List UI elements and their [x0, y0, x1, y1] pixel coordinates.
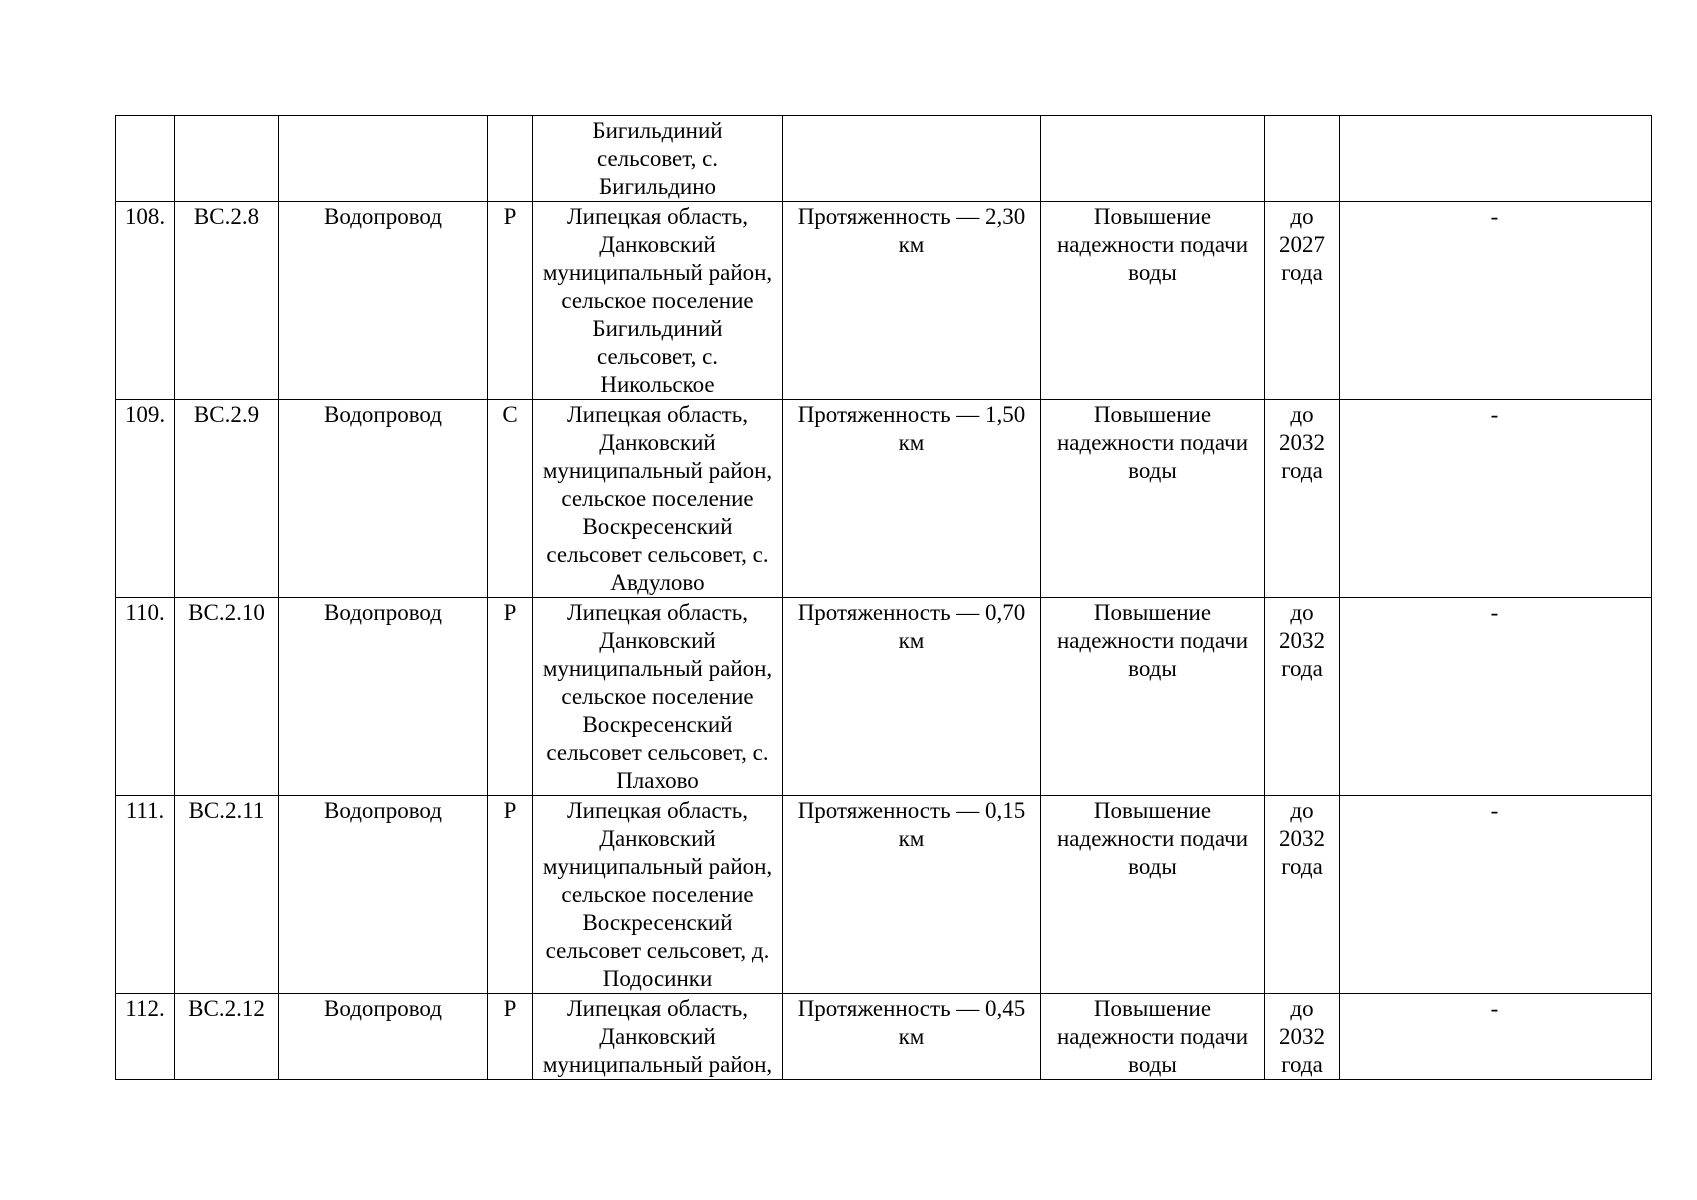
cell-parameters: Протяженность — 0,45 км — [783, 994, 1041, 1080]
cell-deadline: до 2027 года — [1265, 202, 1340, 400]
cell-name: Водопровод — [279, 994, 488, 1080]
cell-code: ВС.2.12 — [175, 994, 279, 1080]
cell-name: Водопровод — [279, 202, 488, 400]
table-row — [116, 202, 1652, 400]
table-row — [116, 400, 1652, 598]
cell-location: Липецкая область, Данковский муниципальный район, сельское поселение Воскресенский сельсовет сельсовет, с. Плахово — [533, 598, 783, 796]
cell-name: Водопровод — [279, 796, 488, 994]
cell-number: 110. — [116, 598, 175, 796]
cell-parameters: Протяженность — 0,70 км — [783, 598, 1041, 796]
cell-number: 111. — [116, 796, 175, 994]
cell-purpose: Повышение надежности подачи воды — [1041, 796, 1265, 994]
cell-type: Р — [488, 796, 533, 994]
cell-parameters: Протяженность — 2,30 км — [783, 202, 1041, 400]
cell-note: - — [1340, 598, 1652, 796]
cell-location: Липецкая область, Данковский муниципальный район, сельское поселение Воскресенский сельсовет сельсовет, д. Подосинки — [533, 796, 783, 994]
cell-location: Липецкая область, Данковский муниципальный район, сельское поселение Воскресенский сельсовет сельсовет, с. Авдулово — [533, 400, 783, 598]
cell-number: 109. — [116, 400, 175, 598]
cell-purpose: Повышение надежности подачи воды — [1041, 202, 1265, 400]
cell-deadline: до 2032 года — [1265, 796, 1340, 994]
cell-code: ВС.2.11 — [175, 796, 279, 994]
cell-type: Р — [488, 598, 533, 796]
cell-type: Р — [488, 994, 533, 1080]
cell-parameters — [783, 116, 1041, 202]
cell-purpose — [1041, 116, 1265, 202]
cell-code: ВС.2.9 — [175, 400, 279, 598]
cell-name: Водопровод — [279, 400, 488, 598]
cell-note: - — [1340, 796, 1652, 994]
cell-parameters: Протяженность — 0,15 км — [783, 796, 1041, 994]
cell-number: 112. — [116, 994, 175, 1080]
cell-deadline: до 2032 года — [1265, 994, 1340, 1080]
cell-note — [1340, 116, 1652, 202]
cell-name: Водопровод — [279, 598, 488, 796]
cell-note: - — [1340, 400, 1652, 598]
cell-type — [488, 116, 533, 202]
cell-parameters: Протяженность — 1,50 км — [783, 400, 1041, 598]
cell-deadline: до 2032 года — [1265, 598, 1340, 796]
cell-location: Липецкая область, Данковский муниципальный район, сельское поселение Бигильдиний сельсовет, с. Никольское — [533, 202, 783, 400]
cell-number: 108. — [116, 202, 175, 400]
objects-table — [115, 115, 1652, 1080]
cell-type: Р — [488, 202, 533, 400]
cell-deadline: до 2032 года — [1265, 400, 1340, 598]
cell-purpose: Повышение надежности подачи воды — [1041, 400, 1265, 598]
cell-note: - — [1340, 994, 1652, 1080]
cell-name — [279, 116, 488, 202]
table-row — [116, 994, 1652, 1080]
cell-deadline — [1265, 116, 1340, 202]
cell-number — [116, 116, 175, 202]
cell-code — [175, 116, 279, 202]
cell-location: Липецкая область, Данковский муниципальный район, — [533, 994, 783, 1080]
cell-location: Бигильдиний сельсовет, с. Бигильдино — [533, 116, 783, 202]
table-row-continuation — [116, 116, 1652, 202]
cell-note: - — [1340, 202, 1652, 400]
cell-type: С — [488, 400, 533, 598]
cell-code: ВС.2.10 — [175, 598, 279, 796]
cell-purpose: Повышение надежности подачи воды — [1041, 598, 1265, 796]
table-row — [116, 598, 1652, 796]
cell-purpose: Повышение надежности подачи воды — [1041, 994, 1265, 1080]
table-row — [116, 796, 1652, 994]
cell-code: ВС.2.8 — [175, 202, 279, 400]
